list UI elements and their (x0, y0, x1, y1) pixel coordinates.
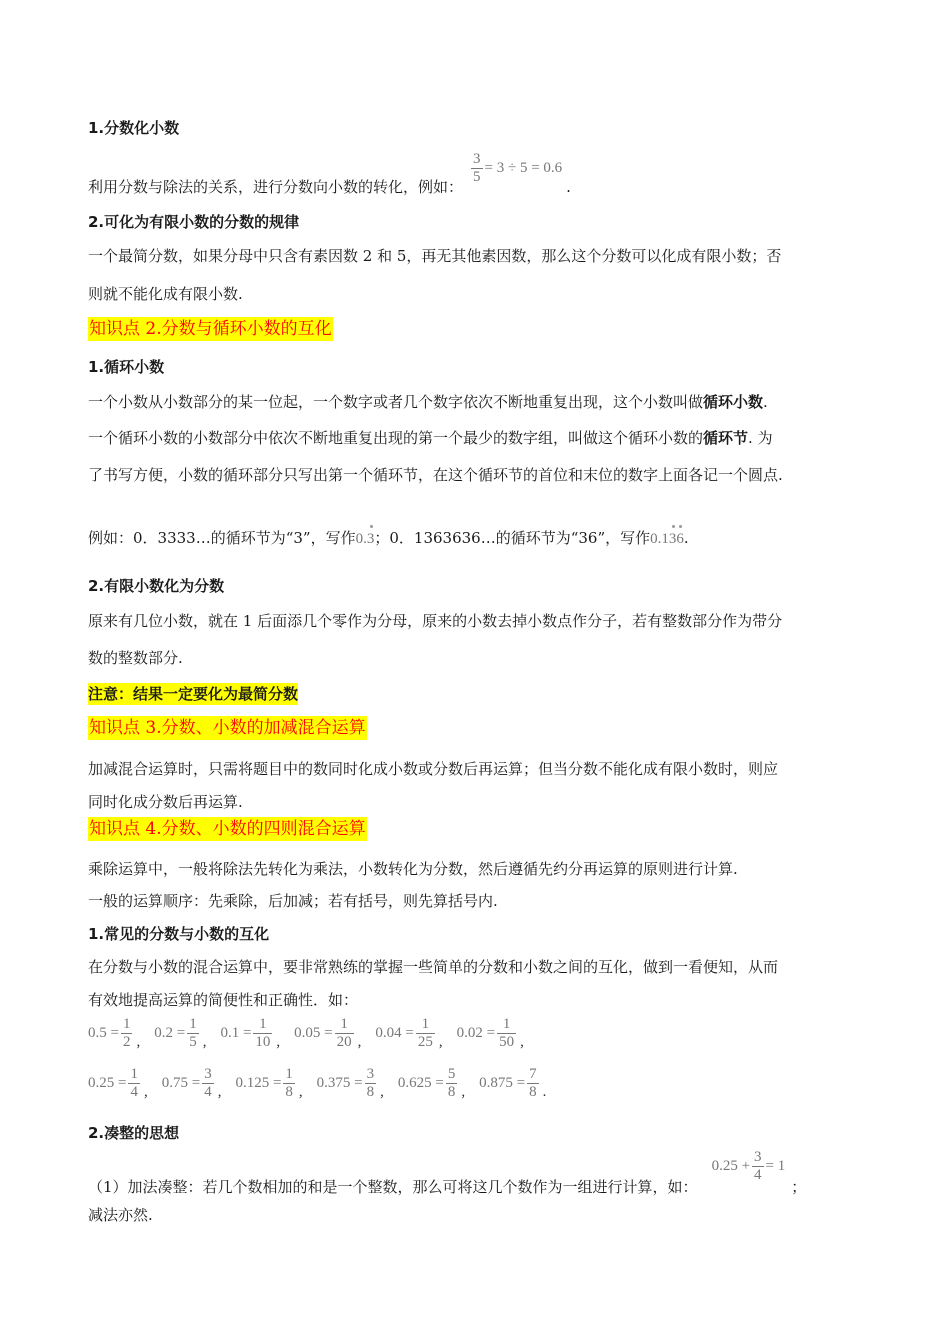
conversion-item: 0.05 = $\frac{1}{20}$ , (294, 1016, 362, 1050)
paragraph-addsub-line2: 同时化成分数后再运算. (88, 793, 243, 811)
conversion-item: 0.02 = $\frac{1}{50}$ , (456, 1016, 524, 1050)
conversion-item: 0.375 = $\frac{3}{8}$ , (316, 1066, 384, 1100)
paragraph-cycle-def: 一个循环小数的小数部分中依次不断地重复出现的第一个最少的数字组，叫做这个循环小数的循环节. 为 (88, 429, 773, 447)
paragraph-text: （1）加法凑整：若几个数相加的和是一个整数，那么可将这几个数作为一组进行计算，如： (88, 1178, 698, 1196)
fraction: $\frac{3}{4}$ (754, 1148, 762, 1183)
paragraph-conversions-line1: 在分数与小数的混合运算中，要非常熟练的掌握一些简单的分数和小数之间的互化，做到一看便知，从而 (88, 958, 779, 976)
paragraph-rule-line2: 则就不能化成有限小数. (88, 285, 243, 303)
heading-common-conversions: 1.常见的分数与小数的互化 (88, 925, 270, 943)
heading-finite-decimal-rule: 2.可化为有限小数的分数的规律 (88, 213, 300, 231)
paragraph-muldiv: 乘除运算中，一般将除法先转化为乘法，小数转化为分数，然后遵循先约分再运算的原则进行计算. (88, 860, 738, 878)
conversion-item: 0.25 = $\frac{1}{4}$ , (88, 1066, 148, 1100)
paragraph-rule-line1: 一个最简分数，如果分母中只含有素因数 2 和 5，再无其他素因数，那么这个分数可以化成有限小数；否 (88, 247, 782, 265)
conversion-item: 0.875 = $\frac{7}{8}$ . (479, 1066, 547, 1100)
conversion-item: 0.75 = $\frac{3}{4}$ , (161, 1066, 222, 1100)
example-formula: $\frac{3}{5}$ = 3 ÷ 5 = 0.6 (473, 150, 563, 185)
paragraph-finite-line1: 原来有几位小数，就在 1 后面添几个零作为分母，原来的小数去掉小数点作分子，若有整数部分作为带分 (88, 612, 783, 630)
paragraph-finite-line2: 数的整数部分. (88, 649, 183, 667)
paragraph-addition-rounding: （1）加法凑整：若几个数相加的和是一个整数，那么可将这几个数作为一组进行计算，如： 0.25 + $\frac{3}{4}$ = 1 ； (88, 1148, 807, 1196)
heading-finite-to-fraction: 2.有限小数化为分数 (88, 577, 225, 595)
term-cycle: 循环节 (703, 429, 749, 447)
conversion-item: 0.125 = $\frac{1}{8}$ , (235, 1066, 303, 1100)
conversion-row-1 (88, 1016, 538, 1051)
note-simplest-fraction: 注意：结果一定要化为最简分数 (88, 685, 299, 703)
conversion-item: 0.5 = $\frac{1}{2}$ , (88, 1016, 141, 1050)
paragraph-conversions-line2: 有效地提高运算的简便性和正确性．如： (88, 991, 359, 1009)
knowledge-point-3-title: 知识点 3.分数、小数的加减混合运算 (89, 718, 366, 738)
paragraph-fraction-division: 利用分数与除法的关系，进行分数向小数的转化，例如： $\frac{3}{5}$ = 3 ÷ 5 = 0.6 . (88, 150, 571, 196)
repeating-notation-2: 0.136 (650, 531, 684, 547)
term-repeating-decimal: 循环小数 (703, 393, 764, 411)
heading-rounding-idea: 2.凑整的思想 (88, 1124, 180, 1142)
paragraph-repeating-def: 一个小数从小数部分的某一位起，一个数字或者几个数字依次不断地重复出现，这个小数叫做循环小数. (88, 393, 768, 411)
repeating-notation-1: 0.3 (356, 531, 375, 547)
conversion-item: 0.2 = $\frac{1}{5}$ , (154, 1016, 207, 1050)
conversion-item: 0.625 = $\frac{5}{8}$ , (397, 1066, 466, 1100)
knowledge-point-4-title: 知识点 4.分数、小数的四则混合运算 (89, 819, 366, 839)
fraction: $\frac{3}{5}$ (473, 150, 481, 185)
conversion-item: 0.1 = $\frac{1}{10}$ , (220, 1016, 281, 1050)
conversion-item: 0.04 = $\frac{1}{25}$ , (375, 1016, 443, 1050)
knowledge-point-2-title: 知识点 2.分数与循环小数的互化 (89, 319, 332, 339)
paragraph-subtraction-note: 减法亦然. (88, 1206, 153, 1224)
paragraph-notation: 了书写方便，小数的循环部分只写出第一个循环节，在这个循环节的首位和末位的数字上面各记一个圆点. (88, 466, 783, 484)
conversion-row-2 (88, 1066, 560, 1101)
heading-fraction-to-decimal: 1.分数化小数 (88, 119, 180, 137)
example-formula: 0.25 + $\frac{3}{4}$ = 1 (711, 1148, 786, 1183)
paragraph-addsub-line1: 加减混合运算时，只需将题目中的数同时化成小数或分数后再运算；但当分数不能化成有限小数时，则应 (88, 760, 779, 778)
paragraph-text: 利用分数与除法的关系，进行分数向小数的转化，例如： (88, 178, 464, 196)
heading-repeating-decimal: 1.循环小数 (88, 358, 165, 376)
paragraph-order: 一般的运算顺序：先乘除，后加减；若有括号，则先算括号内. (88, 892, 498, 910)
paragraph-example-repeating: 例如：0．3333…的循环节为“3”，写作0.3；0．1363636…的循环节为“36”，写作0.136. (88, 527, 689, 550)
